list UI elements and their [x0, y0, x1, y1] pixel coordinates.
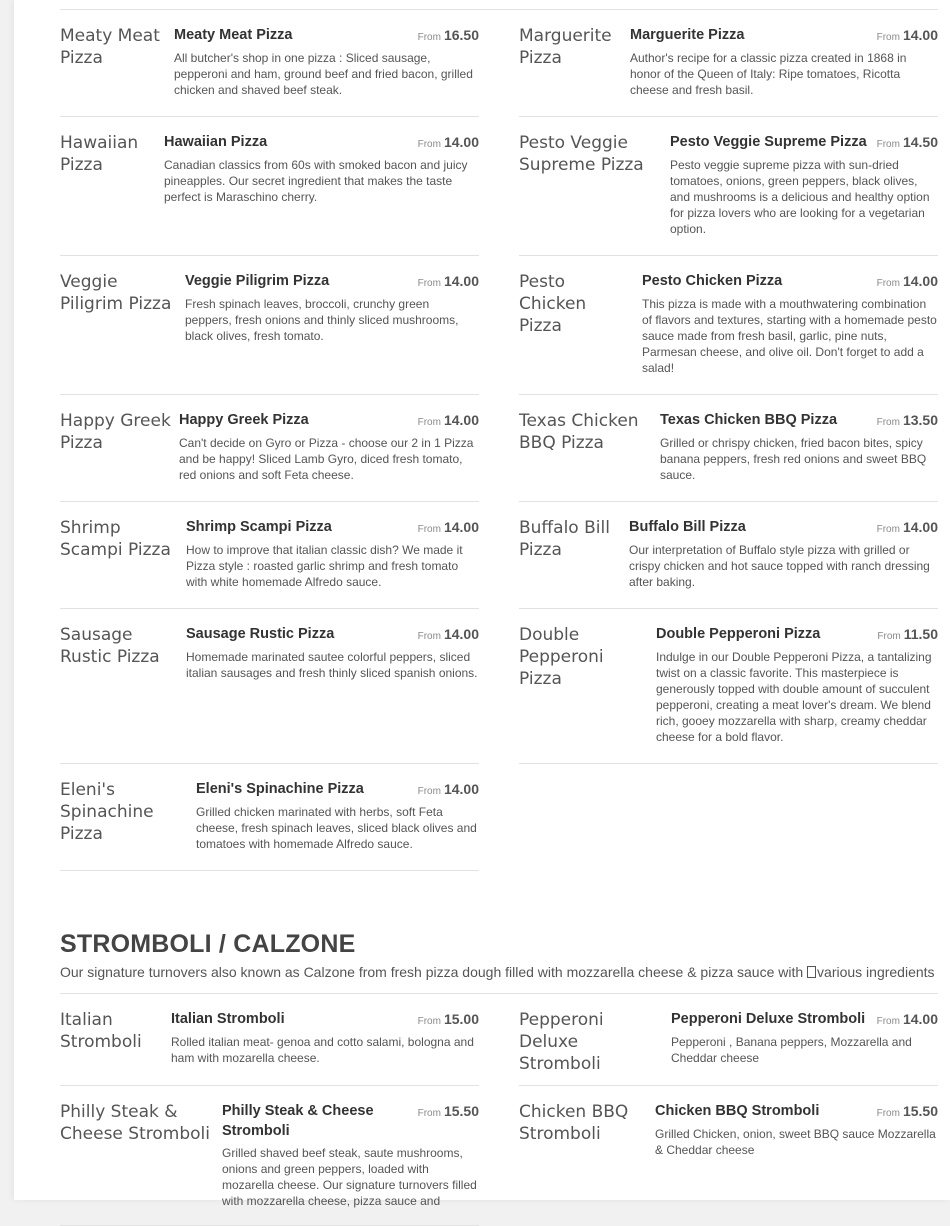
- pizza-image[interactable]: Sausage Rustic Pizza: [60, 625, 160, 667]
- item-name[interactable]: Pesto Chicken Pizza: [642, 273, 783, 289]
- item-name[interactable]: Marguerite Pizza: [630, 27, 745, 43]
- menu-item[interactable]: [60, 994, 479, 1086]
- item-description: Grilled shaved beef steak, saute mushrooms, onions and green peppers, loaded with mozarella cheese. Our signature turnovers filled with mozzarella cheese, pizza sauce and: [222, 1146, 477, 1208]
- item-name[interactable]: Sausage Rustic Pizza: [186, 626, 335, 642]
- item-price: From 14.50: [876, 134, 938, 150]
- item-name[interactable]: Veggie Piligrim Pizza: [185, 273, 330, 289]
- item-description: Our interpretation of Buffalo style pizza with grilled or crispy chicken and hot sauce topped with ranch dressing after baking.: [629, 543, 930, 589]
- menu-item[interactable]: [60, 256, 479, 395]
- item-description: How to improve that italian classic dish? We made it Pizza style : roasted garlic shrimp and fresh tomato with white homemade Alfredo sauce.: [186, 543, 463, 589]
- pizza-image[interactable]: Pesto Veggie Supreme Pizza: [519, 133, 644, 175]
- pizza-image[interactable]: Meaty Meat Pizza: [60, 26, 160, 68]
- item-name[interactable]: Double Pepperoni Pizza: [656, 626, 821, 642]
- menu-item[interactable]: [519, 117, 938, 256]
- item-description: Canadian classics from 60s with smoked bacon and juicy pineapples. Our secret ingredient that makes the taste perfect is Maraschino cherry.: [164, 158, 468, 204]
- item-price: From 16.50: [417, 27, 479, 43]
- item-description: Rolled italian meat- genoa and cotto salami, bologna and ham with mozarella cheese.: [171, 1035, 474, 1065]
- menu-item[interactable]: [519, 1086, 938, 1226]
- menu-item[interactable]: [60, 1086, 479, 1226]
- item-description: Author's recipe for a classic pizza created in 1868 in honor of the Queen of Italy: Ripe tomatoes, Ricotta cheese and fresh basil.: [630, 51, 907, 97]
- item-description: Grilled Chicken, onion, sweet BBQ sauce Mozzarella & Cheddar cheese: [655, 1127, 936, 1157]
- item-price: From 11.50: [877, 626, 938, 642]
- item-name[interactable]: Shrimp Scampi Pizza: [186, 519, 332, 535]
- pizza-image[interactable]: Marguerite Pizza: [519, 26, 612, 68]
- stromboli-image[interactable]: Philly Steak & Cheese Stromboli: [60, 1102, 210, 1144]
- item-description: Grilled chicken marinated with herbs, soft Feta cheese, fresh spinach leaves, sliced black olives and tomatoes with homemade Alfredo sauce.: [196, 805, 477, 851]
- item-price: From 15.50: [876, 1103, 938, 1119]
- item-name[interactable]: Hawaiian Pizza: [164, 134, 268, 150]
- item-name[interactable]: Philly Steak & Cheese Stromboli: [222, 1103, 374, 1139]
- item-description: Pepperoni , Banana peppers, Mozzarella and Cheddar cheese: [671, 1035, 912, 1065]
- item-name[interactable]: Pesto Veggie Supreme Pizza: [670, 134, 867, 150]
- menu-item[interactable]: [519, 10, 938, 117]
- item-name[interactable]: Pepperoni Deluxe Stromboli: [671, 1011, 866, 1027]
- item-price: From 14.00: [417, 519, 479, 535]
- pizza-image[interactable]: Shrimp Scampi Pizza: [60, 518, 171, 560]
- pizza-image[interactable]: Veggie Piligrim Pizza: [60, 272, 172, 314]
- item-price: From 15.00: [417, 1011, 479, 1027]
- item-price: From 14.00: [417, 626, 479, 642]
- menu-item[interactable]: [519, 994, 938, 1086]
- item-name[interactable]: Meaty Meat Pizza: [174, 27, 293, 43]
- item-name[interactable]: Italian Stromboli: [171, 1011, 285, 1027]
- item-price: From 14.00: [876, 27, 938, 43]
- missing-glyph-icon: [807, 966, 816, 978]
- item-description: Homemade marinated sautee colorful peppers, sliced italian sausages and fresh thinly sliced spanish onions.: [186, 650, 478, 680]
- pizza-image[interactable]: Eleni's Spinachine Pizza: [60, 780, 154, 844]
- item-description: Pesto veggie supreme pizza with sun-dried tomatoes, onions, green peppers, black olives, and mushrooms is a delicious and healthy option for pizza lovers who are looking for a vegetarian option.: [670, 158, 930, 236]
- item-description: Indulge in our Double Pepperoni Pizza, a tantalizing twist on a classic favorite. This masterpiece is generously topped with double amount of succulent pepperoni, creating a meat lover's dream. We blend rich, gooey mozzarella with sharp, creamy cheddar cheese for a bold flavor.: [656, 650, 932, 744]
- menu-item[interactable]: [519, 395, 938, 502]
- pizza-image[interactable]: Hawaiian Pizza: [60, 133, 139, 175]
- menu-item[interactable]: [60, 764, 479, 871]
- item-name[interactable]: Buffalo Bill Pizza: [629, 519, 746, 535]
- item-price: From 13.50: [876, 412, 938, 428]
- item-price: From 14.00: [876, 273, 938, 289]
- menu-page: [14, 0, 950, 1208]
- pizza-image[interactable]: Texas Chicken BBQ Pizza: [519, 411, 639, 453]
- item-price: From 14.00: [876, 1011, 938, 1027]
- item-description: Fresh spinach leaves, broccoli, crunchy green peppers, fresh onions and thinly sliced mushrooms, black olives, fresh tomato.: [185, 297, 459, 343]
- item-name[interactable]: Chicken BBQ Stromboli: [655, 1103, 820, 1119]
- item-price: From 14.00: [417, 273, 479, 289]
- stromboli-image[interactable]: Chicken BBQ Stromboli: [519, 1102, 629, 1144]
- item-price: From 14.00: [876, 519, 938, 535]
- menu-item[interactable]: [60, 10, 479, 117]
- pizza-image[interactable]: Double Pepperoni Pizza: [519, 625, 604, 689]
- menu-item[interactable]: [60, 117, 479, 256]
- pizza-image[interactable]: Happy Greek Pizza: [60, 411, 171, 453]
- stromboli-image[interactable]: Italian Stromboli: [60, 1010, 142, 1052]
- stromboli-image[interactable]: Pepperoni Deluxe Stromboli: [519, 1010, 604, 1074]
- item-description: This pizza is made with a mouthwatering combination of flavors and textures, starting with a homemade pesto sauce made from fresh basil, garlic, pine nuts, Parmesan cheese, and olive oil. Don't forget to add a salad!: [642, 297, 937, 375]
- item-name[interactable]: Texas Chicken BBQ Pizza: [660, 412, 838, 428]
- item-price: From 14.00: [417, 781, 479, 797]
- pizza-image[interactable]: Pesto Chicken Pizza: [519, 272, 587, 336]
- item-price: From 15.50: [417, 1103, 479, 1119]
- menu-item[interactable]: [519, 609, 938, 764]
- pizza-image[interactable]: Buffalo Bill Pizza: [519, 518, 610, 560]
- item-name[interactable]: Happy Greek Pizza: [179, 412, 309, 428]
- menu-item[interactable]: [60, 395, 479, 502]
- menu-item[interactable]: [519, 502, 938, 609]
- item-description: Grilled or chrispy chicken, fried bacon bites, spicy banana peppers, fresh red onions and sweet BBQ sauce.: [660, 436, 927, 482]
- menu-item[interactable]: [519, 256, 938, 395]
- item-name[interactable]: Eleni's Spinachine Pizza: [196, 781, 364, 797]
- menu-item[interactable]: [60, 502, 479, 609]
- item-price: From 14.00: [417, 134, 479, 150]
- item-price: From 14.00: [417, 412, 479, 428]
- item-description: All butcher's shop in one pizza : Sliced sausage, pepperoni and ham, ground beef and fried bacon, grilled chicken and shaved beef steak.: [174, 51, 473, 97]
- section-title: STROMBOLI / CALZONE: [60, 930, 356, 958]
- item-description: Can't decide on Gyro or Pizza - choose our 2 in 1 Pizza and be happy! Sliced Lamb Gyro, diced fresh tomato, red onions and soft Feta cheese.: [179, 436, 474, 482]
- section-description: Our signature turnovers also known as Calzone from fresh pizza dough filled with mozzarella cheese & pizza sauce with various ingredients: [60, 964, 935, 980]
- menu-item[interactable]: [60, 609, 479, 764]
